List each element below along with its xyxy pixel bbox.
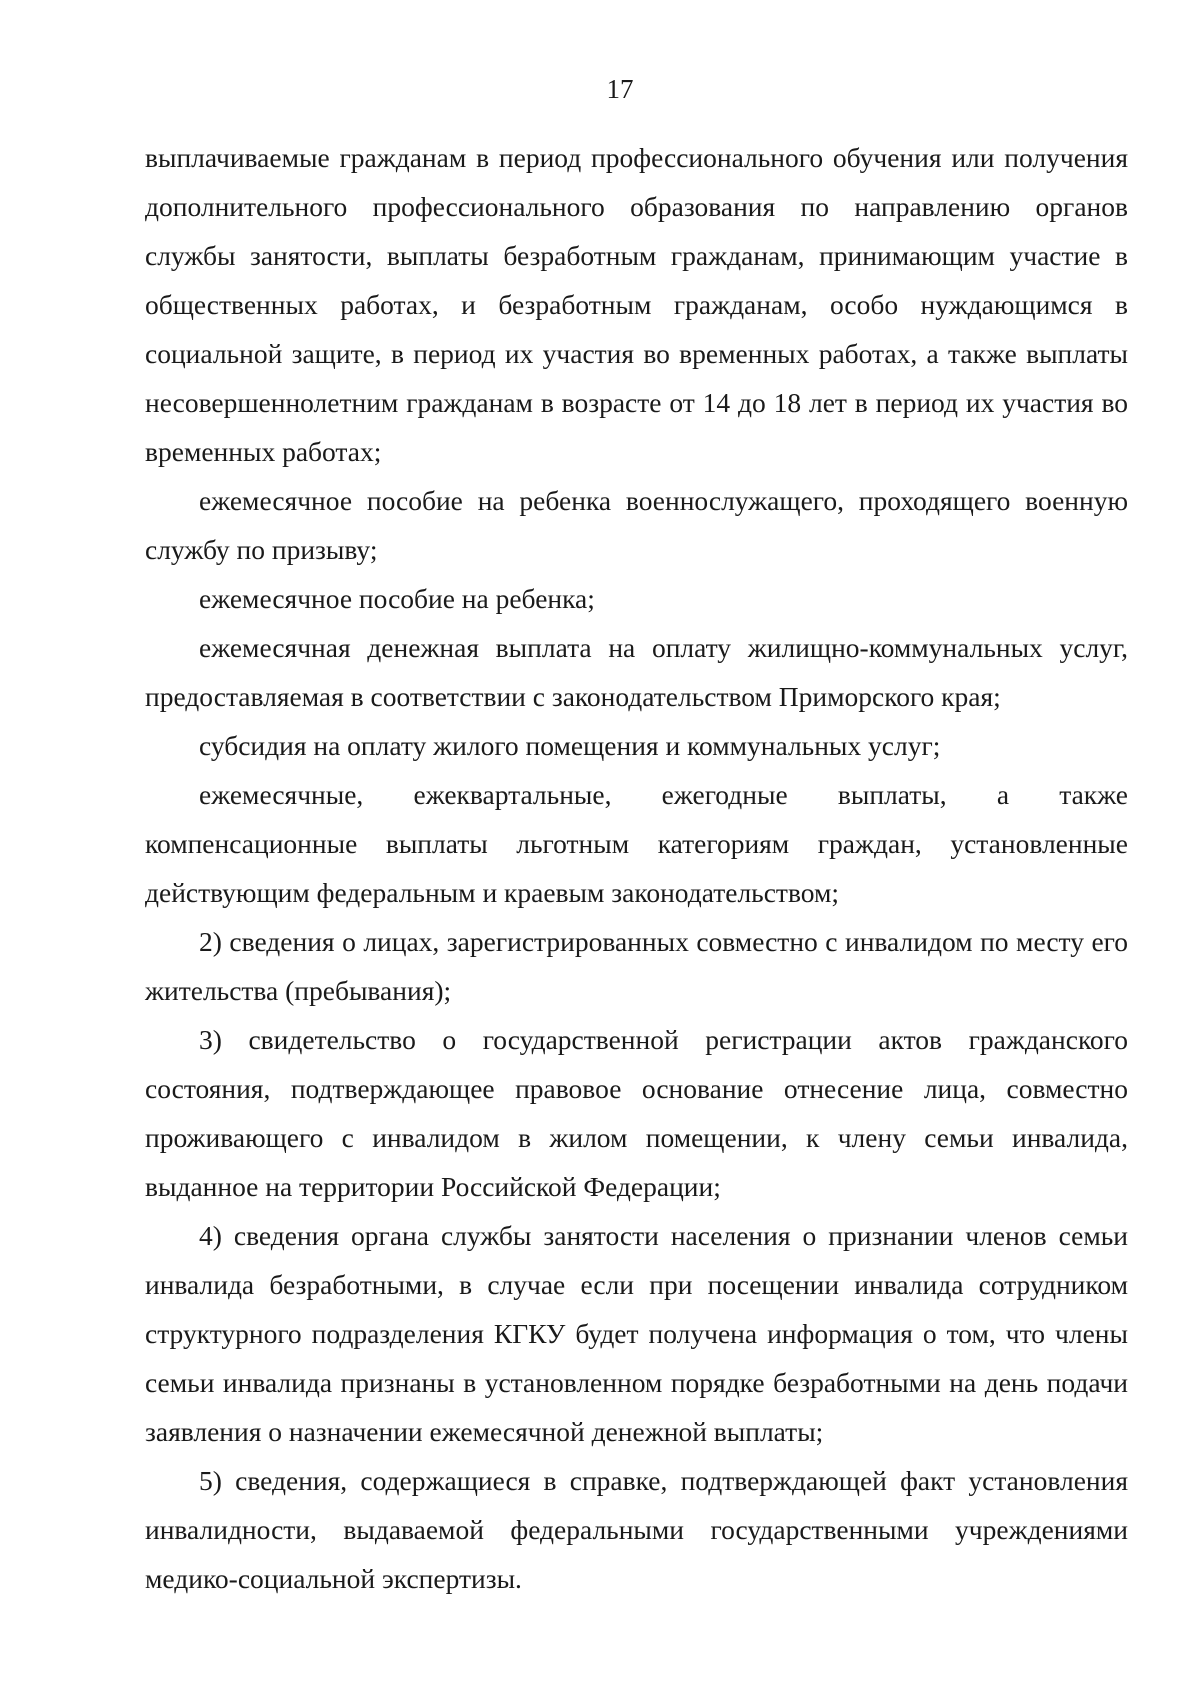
paragraph-item-5-disability-certificate: 5) сведения, содержащиеся в справке, подтверждающей факт установления инвалидности, выдаваемой федеральными государственными учреждениями медико-социальной экспертизы.: [145, 1465, 1128, 1594]
paragraph-compensation-payments: ежемесячные, ежеквартальные, ежегодные выплаты, а также компенсационные выплаты льготным категориям граждан, установленные действующим федеральным и краевым законодательством;: [145, 779, 1128, 908]
paragraph-payments-list-continuation: выплачиваемые гражданам в период профессионального обучения или получения дополнительного профессионального образования по направлению органов службы занятости, выплаты безработным гражданам, принимающим участие в общественных работах, и безработным гражданам, особо нуждающимся в социальной защите, в период их участия во временных работах, а также выплаты несовершеннолетним гражданам в возрасте от 14 до 18 лет в период их участия во временных работах;: [145, 142, 1128, 467]
paragraph-item-3-civil-registration: 3) свидетельство о государственной регистрации актов гражданского состояния, подтверждающее правовое основание отнесение лица, совместно проживающего с инвалидом в жилом помещении, к члену семьи инвалида, выданное на территории Российской Федерации;: [145, 1024, 1128, 1202]
paragraph-child-allowance: ежемесячное пособие на ребенка;: [199, 583, 595, 614]
paragraph-item-2-registered-persons: 2) сведения о лицах, зарегистрированных совместно с инвалидом по месту его жительства (пребывания);: [145, 926, 1128, 1006]
paragraph-item-4-unemployment-info: 4) сведения органа службы занятости населения о признании членов семьи инвалида безработными, в случае если при посещении инвалида сотрудником структурного подразделения КГКУ будет получена информация о том, что члены семьи инвалида признаны в установленном порядке безработными на день подачи заявления о назначении ежемесячной денежной выплаты;: [145, 1220, 1128, 1447]
document-body: [145, 133, 1128, 1603]
paragraph-housing-subsidy: субсидия на оплату жилого помещения и коммунальных услуг;: [199, 730, 941, 761]
page-number: 17: [606, 74, 634, 104]
paragraph-housing-payment: ежемесячная денежная выплата на оплату жилищно-коммунальных услуг, предоставляемая в соответствии с законодательством Приморского края;: [145, 632, 1128, 712]
paragraph-military-child-allowance: ежемесячное пособие на ребенка военнослужащего, проходящего военную службу по призыву;: [145, 485, 1128, 565]
